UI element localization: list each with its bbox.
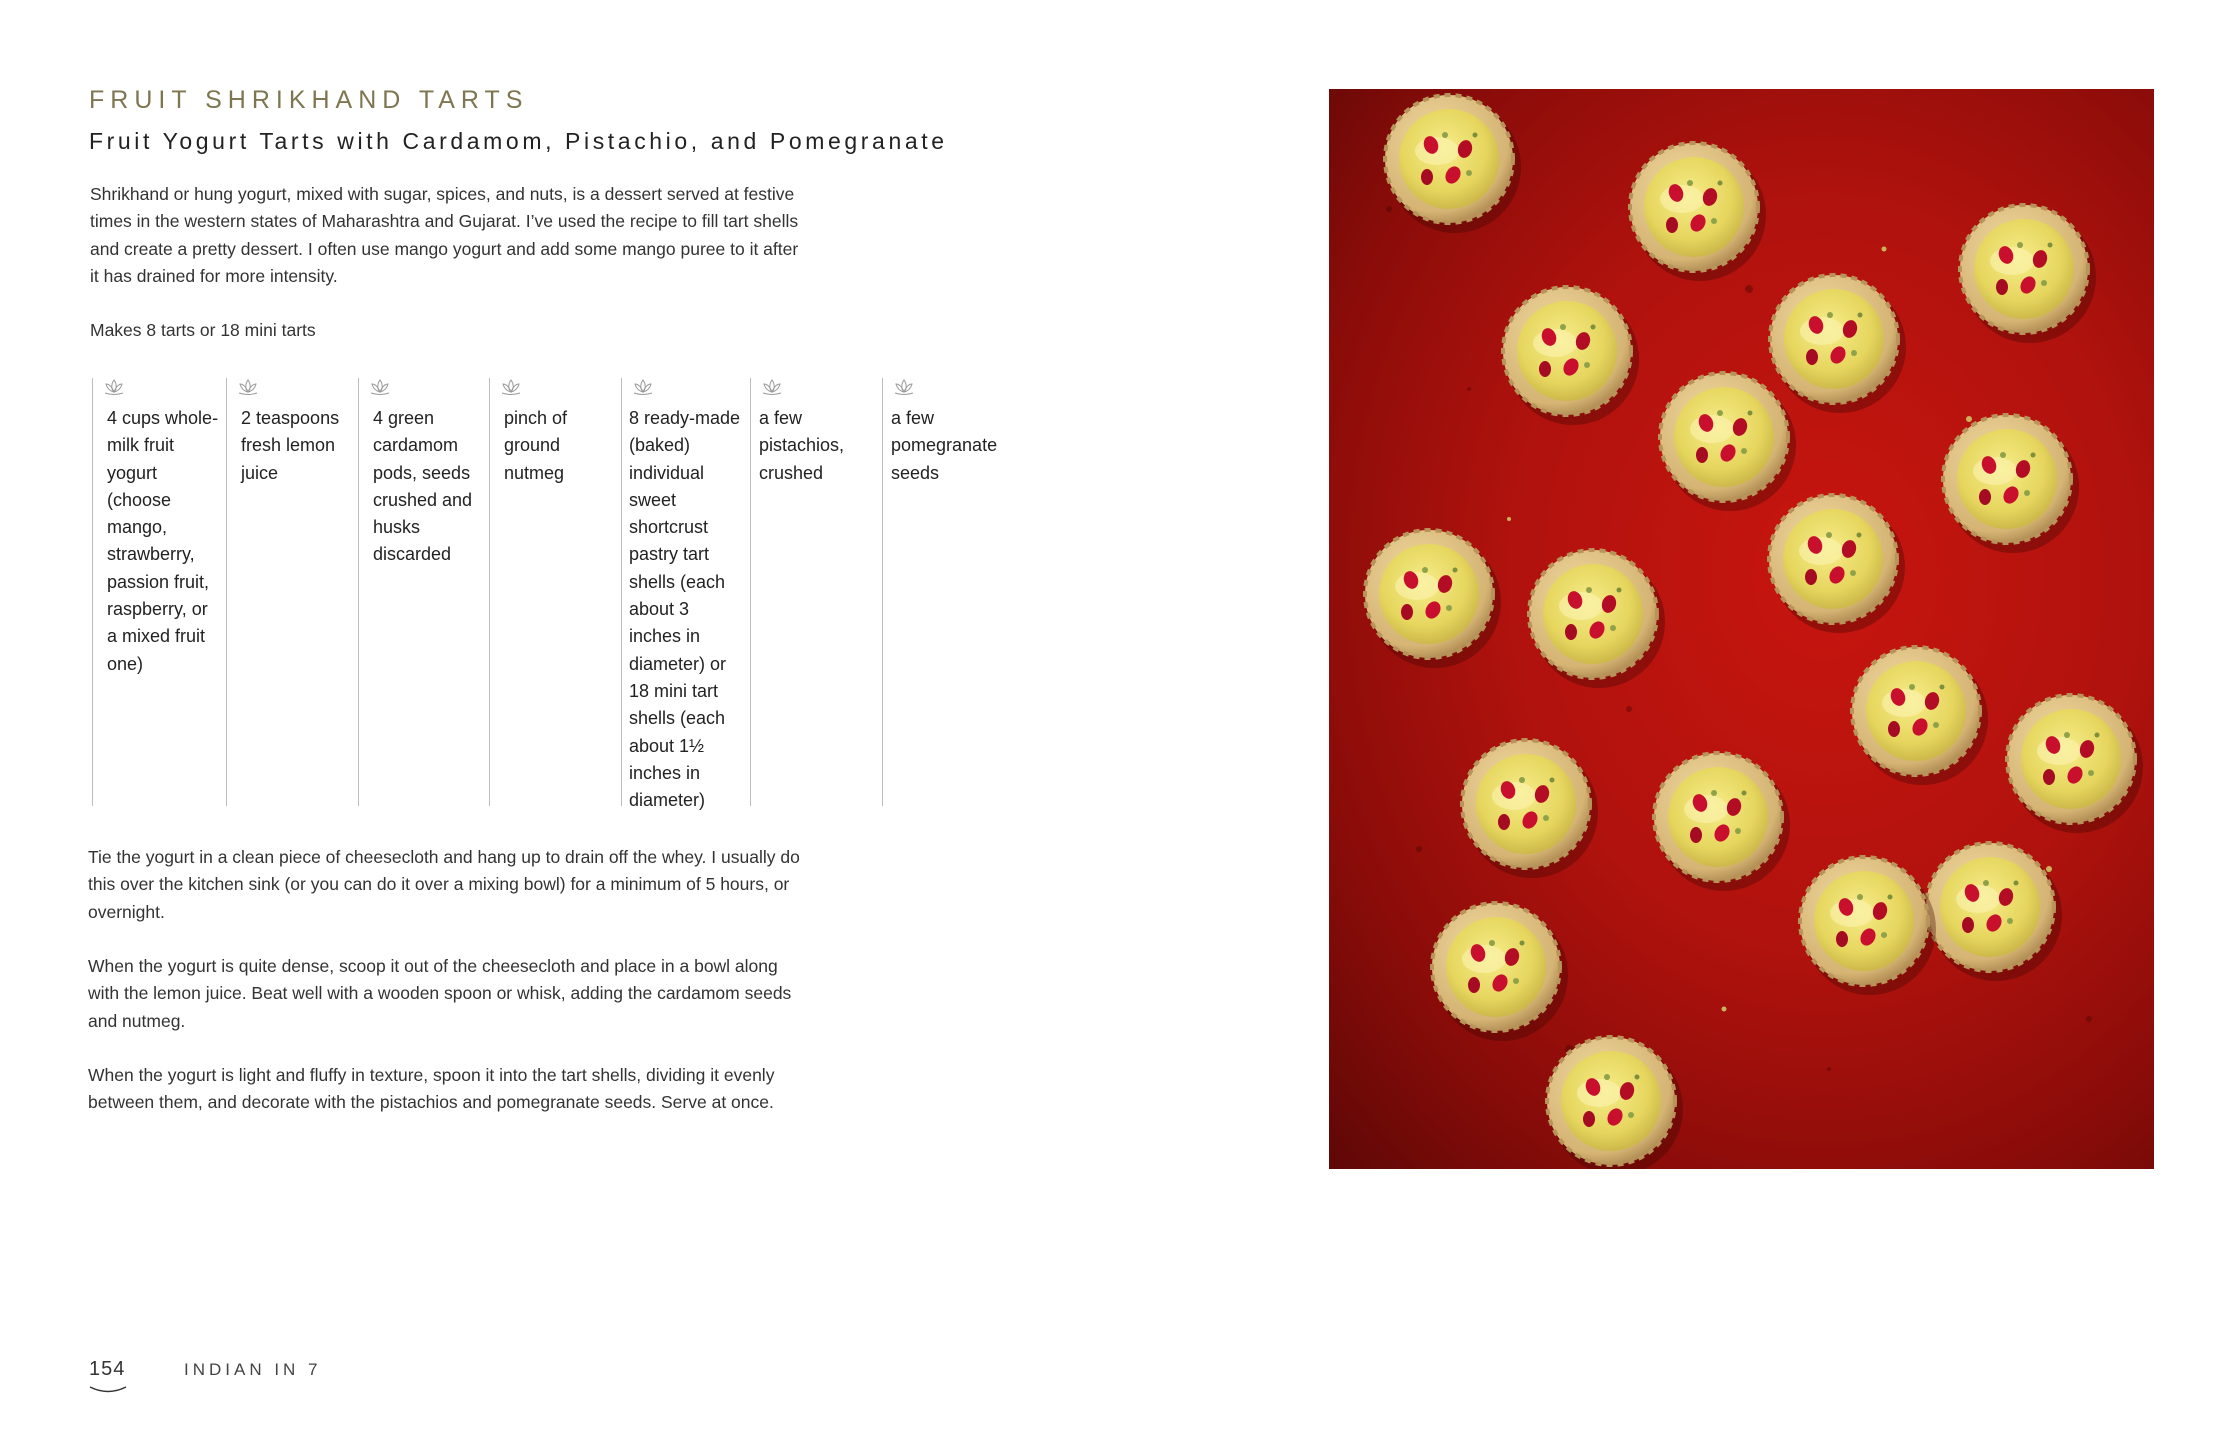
- tart: [1770, 275, 1906, 413]
- recipe-yield: Makes 8 tarts or 18 mini tarts: [90, 320, 316, 340]
- ingredients-list: [92, 378, 1012, 811]
- lotus-icon: [761, 378, 783, 396]
- tart: [2007, 695, 2143, 833]
- ingredient-item: [882, 378, 1012, 806]
- tart: [1365, 530, 1501, 668]
- ingredient-text: 4 green cardamom pods, seeds crushed and husks discarded: [373, 408, 473, 565]
- book-title: INDIAN IN 7: [184, 1360, 322, 1379]
- ingredient-text: 8 ready-made (baked) individual sweet shortcrust pastry tart shells (each about 3 inches in diameter) or 18 mini tart shells (each about 1½ inches in diameter): [629, 408, 741, 811]
- tart: [1769, 495, 1905, 633]
- tart: [1960, 205, 2096, 343]
- ingredient-item: [226, 378, 356, 806]
- lotus-icon: [103, 378, 125, 396]
- ingredient-item: [621, 378, 749, 811]
- ingredient-text: 2 teaspoons fresh lemon juice: [241, 408, 340, 483]
- method-step: When the yogurt is quite dense, scoop it out of the cheesecloth and place in a bowl along with the lemon juice. Beat well with a wooden spoon or whisk, adding the cardamom seeds and nutmeg.: [88, 956, 792, 1031]
- method-step: When the yogurt is light and fluffy in texture, spoon it into the tart shells, dividing it evenly between them, and decorate with the pistachios and pomegranate seeds. Serve at once.: [88, 1065, 775, 1113]
- tart: [1852, 647, 1988, 785]
- tart: [1943, 415, 2079, 553]
- tart: [1385, 95, 1521, 233]
- tart: [1462, 740, 1598, 878]
- recipe-title: FRUIT SHRIKHAND TARTS: [89, 86, 529, 114]
- tart: [1529, 550, 1665, 688]
- ingredient-text: 4 cups whole-milk fruit yogurt (choose mango, strawberry, passion fruit, raspberry, or a mixed fruit one): [107, 408, 219, 674]
- tarts-photo-illustration: [1329, 89, 2154, 1169]
- tart: [1654, 753, 1790, 891]
- lotus-icon: [237, 378, 259, 396]
- ingredient-text: a few pistachios, crushed: [759, 408, 845, 483]
- method-step: Tie the yogurt in a clean piece of cheesecloth and hang up to drain off the whey. I usually do this over the kitchen sink (or you can do it over a mixing bowl) for a minimum of 5 hours, or overnight.: [88, 847, 800, 922]
- ingredient-item: [358, 378, 488, 806]
- tart: [1660, 373, 1796, 511]
- ingredient-item: [750, 378, 880, 806]
- page-number: 154: [89, 1358, 126, 1380]
- recipe-intro: Shrikhand or hung yogurt, mixed with sugar, spices, and nuts, is a dessert served at festive times in the western states of Maharashtra and Gujarat. I’ve used the recipe to fill tart shells and create a pretty dessert. I often use mango yogurt and add some mango puree to it after it has drained for more intensity.: [90, 184, 799, 286]
- lotus-icon: [369, 378, 391, 396]
- tart: [1630, 143, 1766, 281]
- tart: [1800, 857, 1936, 995]
- ingredient-text: pinch of ground nutmeg: [504, 408, 568, 483]
- recipe-subtitle: Fruit Yogurt Tarts with Cardamom, Pistachio, and Pomegranate: [89, 128, 948, 154]
- tart: [1503, 287, 1639, 425]
- lotus-icon: [893, 378, 915, 396]
- tart: [1926, 843, 2062, 981]
- ingredient-item: [489, 378, 619, 806]
- lotus-icon: [500, 378, 522, 396]
- ingredient-item: [92, 378, 224, 806]
- lotus-icon: [632, 378, 654, 396]
- tarts-photo: [1329, 89, 2154, 1169]
- ingredient-text: a few pomegranate seeds: [891, 408, 998, 483]
- tart: [1432, 903, 1568, 1041]
- tart: [1547, 1037, 1683, 1169]
- page-number-swoosh: [88, 1384, 128, 1394]
